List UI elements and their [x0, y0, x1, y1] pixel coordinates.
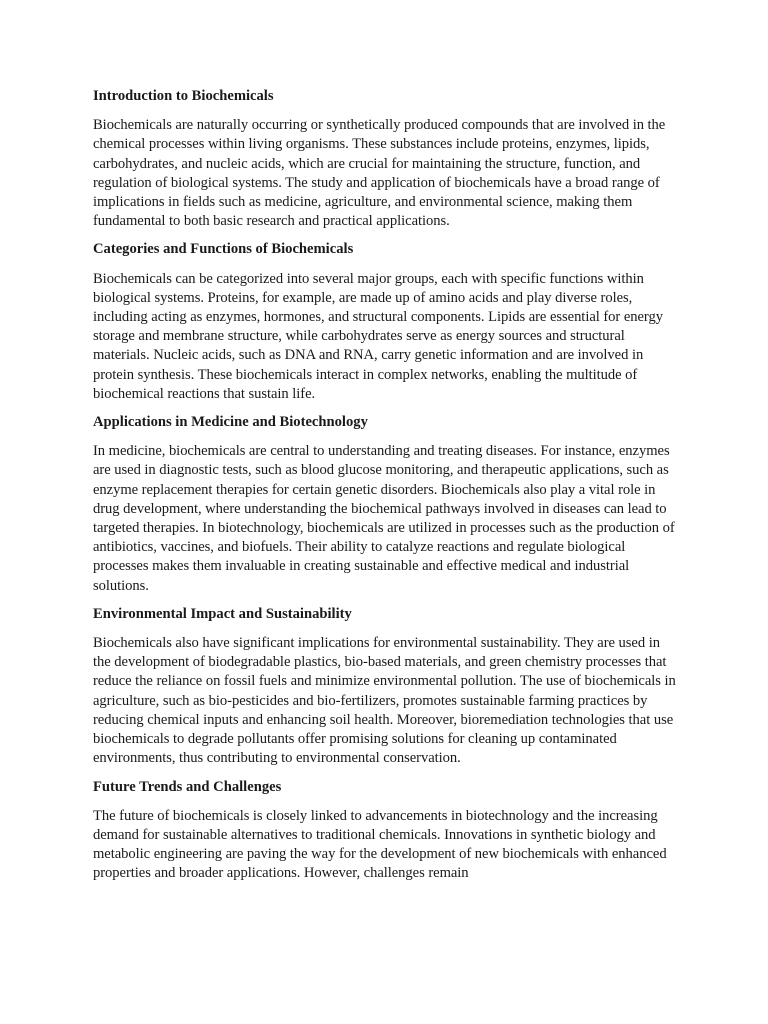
section-body-introduction: Biochemicals are naturally occurring or synthetically produced compounds that are involved in the chemical processes within living organisms. These substances include proteins, enzymes, lipids, carbohydrates, and nucleic acids, which are crucial for maintaining the structure, function, and regulation of biological systems. The study and application of biochemicals have a broad range of implications in fields such as medicine, agriculture, and environmental science, making them fundamental to both basic research and practical applications.: [93, 117, 666, 230]
section-heading-environmental: Environmental Impact and Sustainability: [93, 605, 352, 622]
section-body-categories: Biochemicals can be categorized into several major groups, each with specific functions within biological systems. Proteins, for example, are made up of amino acids and play diverse roles, including acting as enzymes, hormones, and structural components. Lipids are essential for energy storage and membrane structure, while carbohydrates serve as energy sources and structural materials. Nucleic acids, such as DNA and RNA, carry genetic information and are involved in protein synthesis. These biochemicals interact in complex networks, enabling the multitude of biochemical reactions that sustain life.: [93, 270, 663, 402]
section-heading-introduction: Introduction to Biochemicals: [93, 88, 274, 104]
section-heading-future: Future Trends and Challenges: [93, 778, 282, 795]
document-content: [93, 87, 679, 893]
section-body-future: The future of biochemicals is closely linked to advancements in biotechnology and the increasing demand for sustainable alternatives to traditional chemicals. Innovations in synthetic biology and metabolic engineering are paving the way for the development of new biochemicals with enhanced properties and broader applications. However, challenges remain: [93, 807, 667, 882]
section-body-applications: In medicine, biochemicals are central to understanding and treating diseases. For instance, enzymes are used in diagnostic tests, such as blood glucose monitoring, and therapeutic applications, such as enzyme replacement therapies for certain genetic disorders. Biochemicals also play a vital role in drug development, where understanding the biochemical pathways involved in diseases can lead to targeted therapies. In biotechnology, biochemicals are utilized in processes such as the production of antibiotics, vaccines, and biofuels. Their ability to catalyze reactions and regulate biological processes makes them invaluable in creating sustainable and effective medical and industrial solutions.: [93, 443, 675, 594]
section-heading-categories: Categories and Functions of Biochemicals: [93, 241, 354, 258]
section-body-environmental: Biochemicals also have significant implications for environmental sustainability. They are used in the development of biodegradable plastics, bio-based materials, and green chemistry processes that reduce the reliance on fossil fuels and minimize environmental pollution. The use of biochemicals in agriculture, such as bio-pesticides and bio-fertilizers, promotes sustainable farming practices by reducing chemical inputs and enhancing soil health. Moreover, bioremediation technologies that use biochemicals to degrade pollutants offer promising solutions for cleaning up contaminated environments, thus contributing to environmental conservation.: [93, 635, 676, 767]
section-heading-applications: Applications in Medicine and Biotechnology: [93, 414, 368, 431]
